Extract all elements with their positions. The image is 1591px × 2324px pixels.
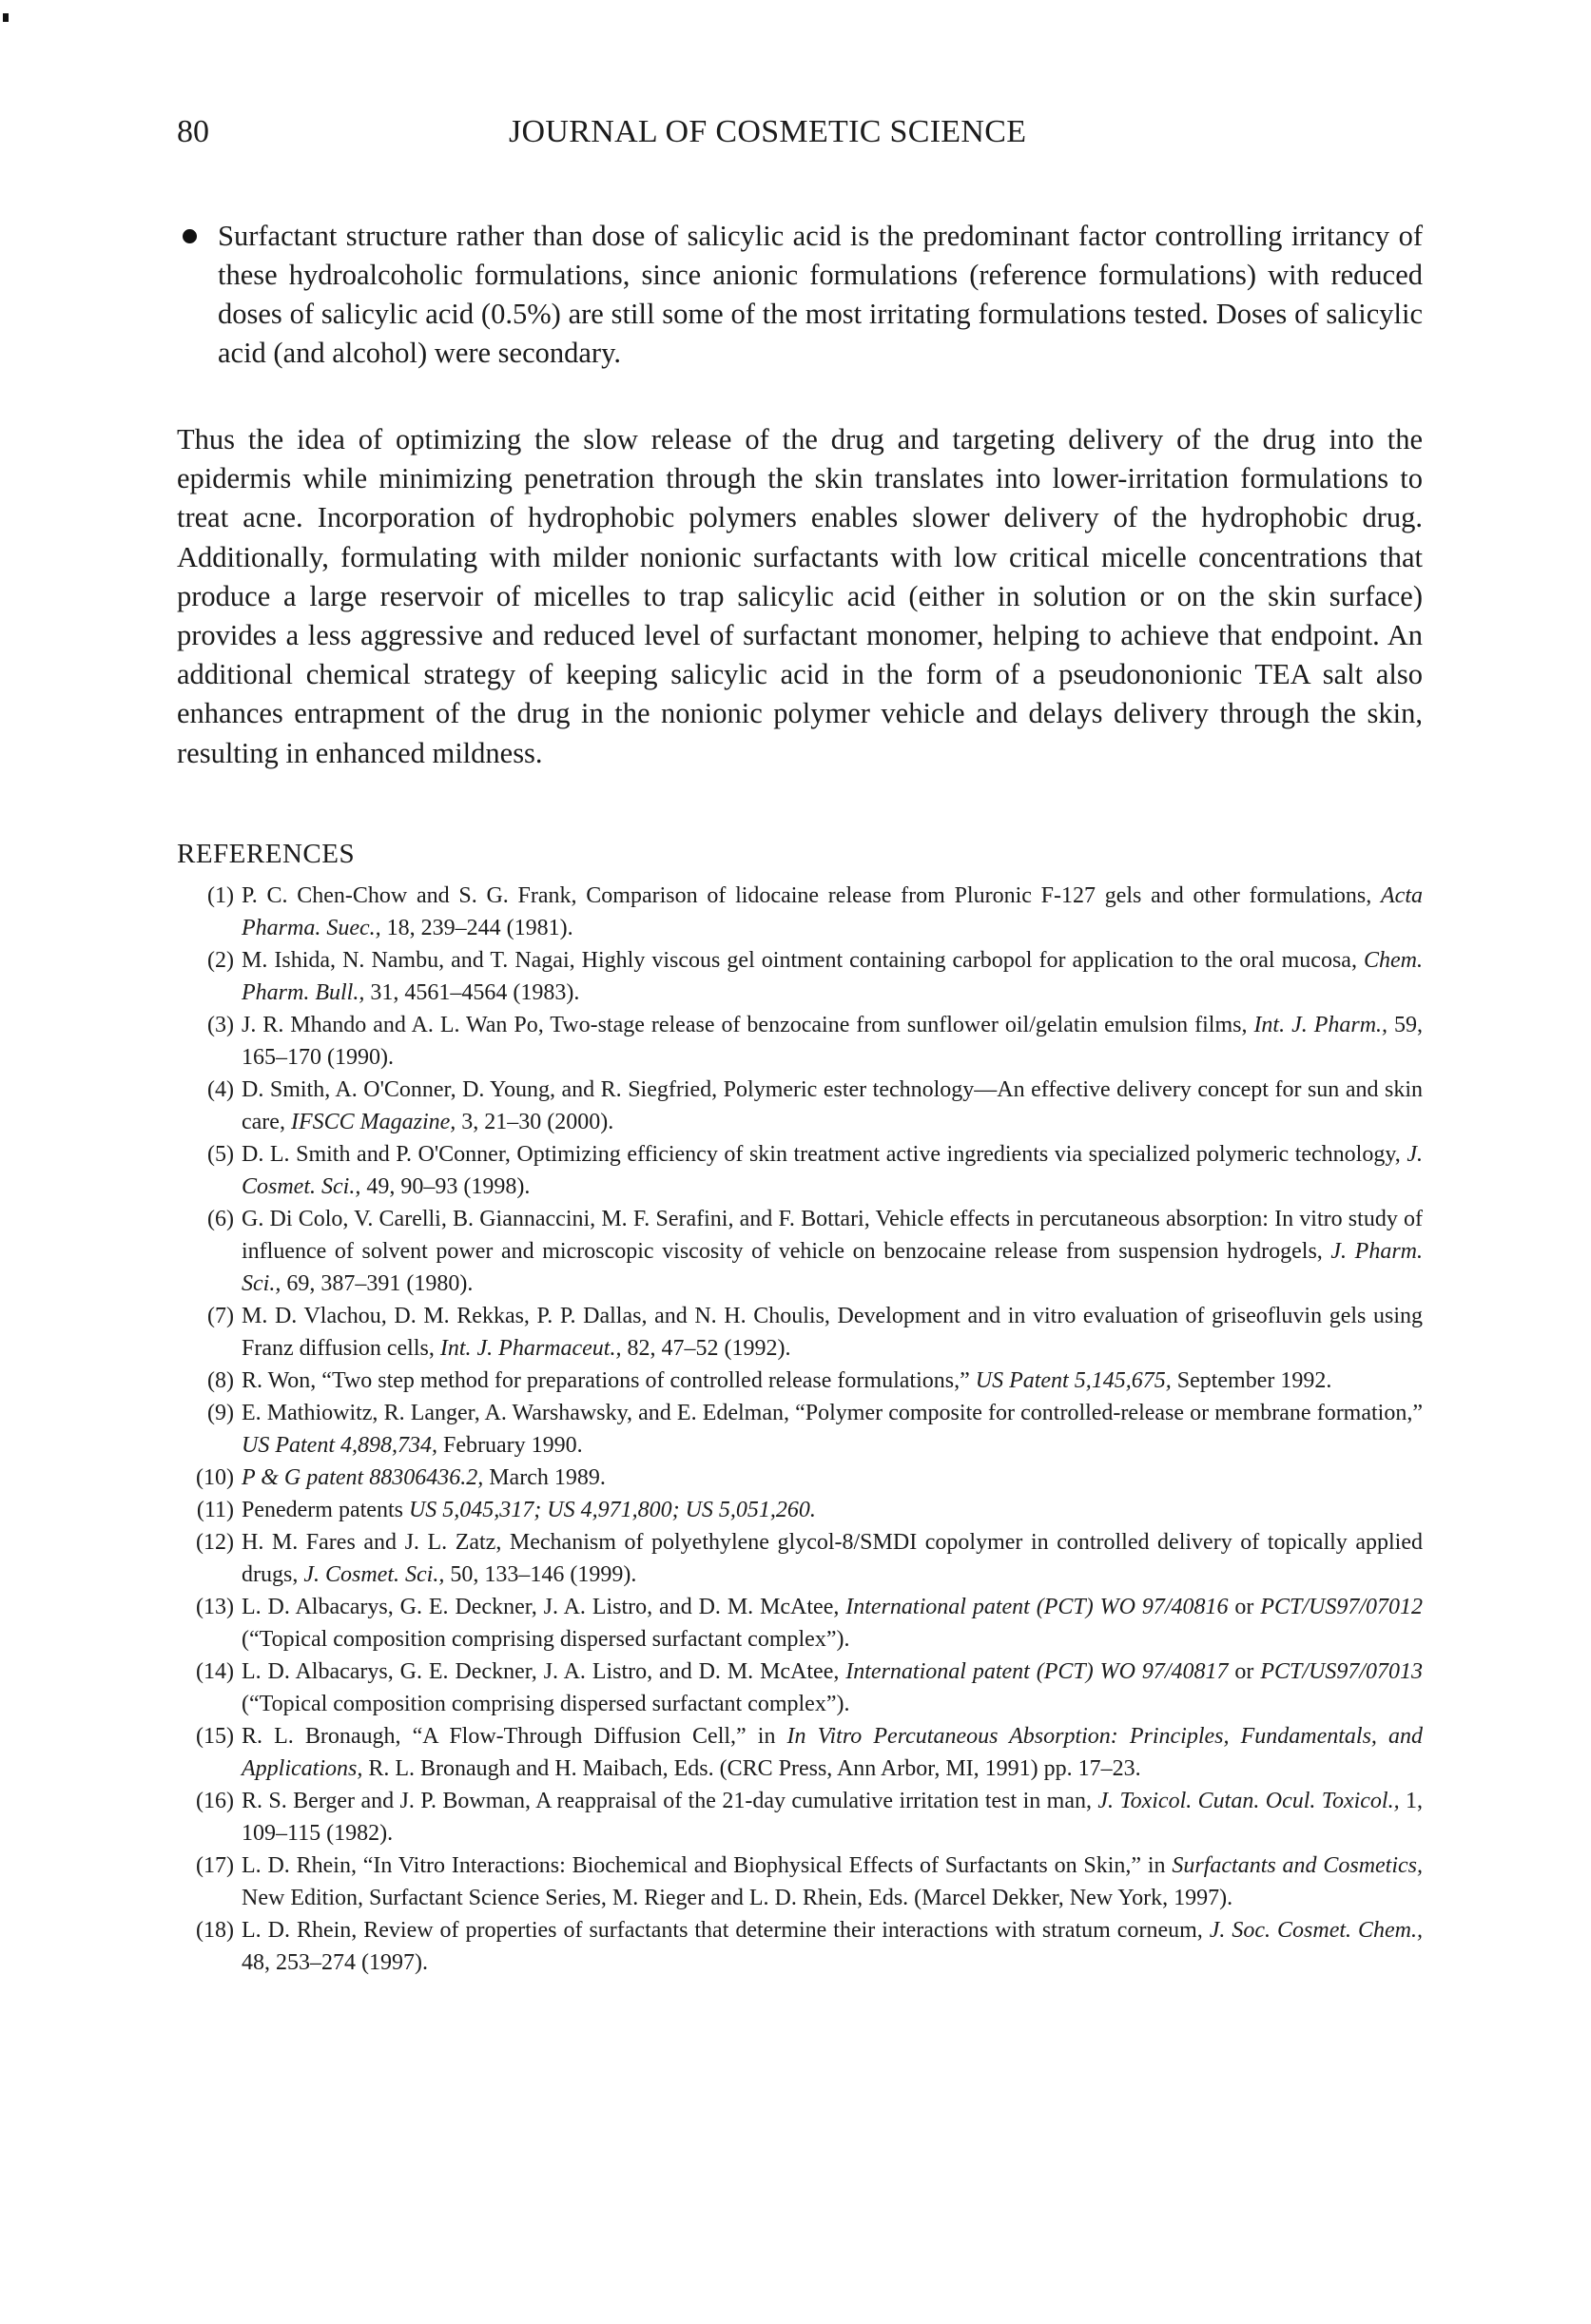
reference-text-segment: or	[1228, 1659, 1261, 1684]
reference-text-segment: L. D. Rhein, Review of properties of surfactants that determine their interactions with stratum corneum,	[242, 1918, 1210, 1943]
reference-source-italic: Int. J. Pharm.,	[1253, 1013, 1388, 1037]
reference-text-segment: L. D. Albacarys, G. E. Deckner, J. A. Listro, and D. M. McAtee,	[242, 1659, 846, 1684]
reference-text-segment: G. Di Colo, V. Carelli, B. Giannaccini, M. F. Serafini, and F. Bottari, Vehicle effects in percutaneous absorption: In vitro study of influence of solvent power and microscopic viscosity of vehicle on benzocaine release from suspension hydrogels,	[242, 1207, 1423, 1264]
reference-text	[242, 1013, 1423, 1070]
reference-text-segment: 3, 21–30 (2000).	[456, 1110, 614, 1134]
reference-text	[242, 1142, 1423, 1199]
reference-text-segment: 69, 387–391 (1980).	[281, 1271, 474, 1296]
reference-text-segment: February 1990.	[437, 1433, 583, 1458]
reference-source-italic: J. Cosmet. Sci.,	[303, 1562, 445, 1587]
reference-source-italic: P & G patent 88306436.2,	[242, 1465, 484, 1490]
reference-source-italic: Chem. Pharm. Bull.,	[242, 948, 1423, 1005]
reference-text-segment: R. L. Bronaugh, “A Flow-Through Diffusion Cell,” in	[242, 1724, 787, 1749]
reference-text-segment: R. S. Berger and J. P. Bowman, A reappraisal of the 21-day cumulative irritation test in man,	[242, 1789, 1098, 1813]
reference-text-segment: September 1992.	[1171, 1368, 1332, 1393]
reference-text	[242, 1401, 1423, 1458]
reference-text-segment: D. Smith, A. O'Conner, D. Young, and R. Siegfried, Polymeric ester technology—An effective delivery concept for sun and skin care,	[242, 1077, 1423, 1134]
reference-text-segment: New Edition, Surfactant Science Series, M. Rieger and L. D. Rhein, Eds. (Marcel Dekker, New York, 1997).	[242, 1886, 1233, 1910]
reference-text-segment: 50, 133–146 (1999).	[444, 1562, 637, 1587]
reference-item	[177, 1591, 1423, 1656]
reference-source-italic: J. Toxicol. Cutan. Ocul. Toxicol.,	[1097, 1789, 1400, 1813]
reference-text-segment: P. C. Chen-Chow and S. G. Frank, Comparison of lidocaine release from Pluronic F-127 gels and other formulations,	[242, 883, 1382, 908]
reference-text-segment: D. L. Smith and P. O'Conner, Optimizing efficiency of skin treatment active ingredients via specialized polymeric technology,	[242, 1142, 1407, 1167]
reference-text-segment: H. M. Fares and J. L. Zatz, Mechanism of polyethylene glycol-8/SMDI copolymer in controlled delivery of topically applied drugs,	[242, 1530, 1423, 1587]
reference-item	[177, 1914, 1423, 1979]
reference-number: (17)	[196, 1853, 234, 1878]
reference-source-italic: In Vitro Percutaneous Absorption: Principles, Fundamentals, and Applications,	[242, 1724, 1423, 1781]
reference-item	[177, 1720, 1423, 1785]
reference-item	[177, 944, 1423, 1009]
reference-item	[177, 1300, 1423, 1365]
reference-text-segment: Penederm patents	[242, 1498, 409, 1522]
reference-text-segment: L. D. Rhein, “In Vitro Interactions: Biochemical and Biophysical Effects of Surfactants on Skin,” in	[242, 1853, 1173, 1878]
reference-item	[177, 1009, 1423, 1074]
bullet-text: Surfactant structure rather than dose of salicylic acid is the predominant factor controlling irritancy of these hydroalcoholic formulations, since anionic formulations (reference formulations) with reduced doses of salicylic acid (0.5%) are still some of the most irritating formulations tested. Doses of salicylic acid (and alcohol) were secondary.	[218, 220, 1423, 369]
reference-text	[242, 1595, 1423, 1652]
reference-text	[242, 1659, 1423, 1716]
bullet-point	[177, 217, 1423, 373]
reference-text-segment: M. D. Vlachou, D. M. Rekkas, P. P. Dallas, and N. H. Choulis, Development and in vitro evaluation of griseofluvin gels using Franz diffusion cells,	[242, 1304, 1423, 1361]
reference-text	[242, 883, 1423, 940]
reference-text-segment: 1, 109–115 (1982).	[242, 1789, 1424, 1846]
reference-number: (8)	[207, 1368, 234, 1393]
reference-item	[177, 1526, 1423, 1591]
references-heading: REFERENCES	[177, 839, 356, 869]
reference-text-segment: R. Won, “Two step method for preparations of controlled release formulations,”	[242, 1368, 976, 1393]
reference-item	[177, 1494, 1423, 1526]
reference-item	[177, 1850, 1423, 1914]
reference-source-italic: PCT/US97/07013	[1260, 1659, 1423, 1684]
reference-text	[242, 1368, 1331, 1393]
reference-text-segment: 48, 253–274 (1997).	[242, 1950, 428, 1975]
reference-number: (18)	[196, 1918, 234, 1943]
reference-source-italic: J. Pharm. Sci.,	[242, 1239, 1423, 1296]
reference-text	[242, 1304, 1423, 1361]
running-head	[177, 112, 1423, 160]
reference-number: (2)	[207, 948, 234, 973]
reference-number: (1)	[207, 883, 234, 908]
reference-item	[177, 1074, 1423, 1138]
bullet-dot-icon	[183, 229, 197, 243]
references-list	[177, 880, 1423, 1979]
reference-number: (5)	[207, 1142, 234, 1167]
reference-text-segment: R. L. Bronaugh and H. Maibach, Eds. (CRC Press, Ann Arbor, MI, 1991) pp. 17–23.	[362, 1756, 1141, 1781]
reference-source-italic: US Patent 4,898,734,	[242, 1433, 437, 1458]
reference-source-italic: Int. J. Pharmaceut.,	[439, 1336, 622, 1361]
reference-text	[242, 1498, 816, 1522]
reference-text-segment: (“Topical composition comprising dispersed surfactant complex”).	[242, 1627, 850, 1652]
reference-text-segment: J. R. Mhando and A. L. Wan Po, Two-stage release of benzocaine from sunflower oil/gelatin emulsion films,	[242, 1013, 1254, 1037]
reference-source-italic: International patent (PCT) WO 97/40817	[845, 1659, 1229, 1684]
reference-number: (14)	[196, 1659, 234, 1684]
reference-text	[242, 948, 1423, 1005]
reference-item	[177, 880, 1423, 944]
reference-text	[242, 1530, 1423, 1587]
reference-number: (10)	[196, 1465, 234, 1490]
reference-item	[177, 1397, 1423, 1462]
reference-number: (4)	[207, 1077, 234, 1102]
page-number: 80	[177, 114, 209, 149]
reference-number: (15)	[196, 1724, 234, 1749]
reference-text	[242, 1853, 1423, 1910]
reference-number: (11)	[196, 1498, 234, 1522]
reference-text	[242, 1789, 1423, 1846]
reference-item	[177, 1138, 1423, 1203]
reference-source-italic: IFSCC Magazine,	[290, 1110, 456, 1134]
reference-item	[177, 1365, 1423, 1397]
body-paragraph: Thus the idea of optimizing the slow release of the drug and targeting delivery of the drug into the epidermis while minimizing penetration through the skin translates into lower-irritation formulations to treat acne. Incorporation of hydrophobic polymers enables slower delivery of the hydrophobic drug. Additionally, formulating with milder nonionic surfactants with low critical micelle concentrations that produce a large reservoir of micelles to trap salicylic acid (either in solution or on the skin surface) provides a less aggressive and reduced level of surfactant monomer, helping to achieve that endpoint. An additional chemical strategy of keeping salicylic acid in the form of a pseudononionic TEA salt also enhances entrapment of the drug in the nonionic polymer vehicle and delays delivery through the skin, resulting in enhanced mildness.	[177, 423, 1423, 769]
reference-number: (16)	[196, 1789, 234, 1813]
reference-source-italic: US Patent 5,145,675,	[975, 1368, 1172, 1393]
reference-text	[242, 1724, 1423, 1781]
reference-item	[177, 1203, 1423, 1300]
reference-source-italic: Surfactants and Cosmetics,	[1172, 1853, 1424, 1878]
reference-text	[242, 1465, 606, 1490]
reference-text-segment: L. D. Albacarys, G. E. Deckner, J. A. Listro, and D. M. McAtee,	[242, 1595, 846, 1619]
reference-text-segment: E. Mathiowitz, R. Langer, A. Warshawsky, and E. Edelman, “Polymer composite for controlled-release or membrane formation,”	[242, 1401, 1423, 1425]
reference-text	[242, 1207, 1423, 1296]
reference-text-segment: 59, 165–170 (1990).	[242, 1013, 1424, 1070]
reference-number: (6)	[207, 1207, 234, 1231]
reference-source-italic: PCT/US97/07012	[1260, 1595, 1423, 1619]
reference-number: (9)	[207, 1401, 234, 1425]
reference-source-italic: Acta Pharma. Suec.,	[242, 883, 1423, 940]
reference-source-italic: US 5,045,317; US 4,971,800; US 5,051,260.	[408, 1498, 816, 1522]
reference-source-italic: J. Cosmet. Sci.,	[242, 1142, 1423, 1199]
reference-text-segment: M. Ishida, N. Nambu, and T. Nagai, Highly viscous gel ointment containing carbopol for application to the oral mucosa,	[242, 948, 1364, 973]
reference-text	[242, 1918, 1423, 1975]
reference-item	[177, 1656, 1423, 1720]
reference-item	[177, 1785, 1423, 1850]
reference-number: (13)	[196, 1595, 234, 1619]
reference-text-segment: 31, 4561–4564 (1983).	[364, 980, 580, 1005]
journal-title: JOURNAL OF COSMETIC SCIENCE	[509, 114, 1027, 149]
reference-text-segment: or	[1228, 1595, 1261, 1619]
reference-item	[177, 1462, 1423, 1494]
reference-source-italic: J. Soc. Cosmet. Chem.,	[1209, 1918, 1424, 1943]
scan-corner-mark	[3, 13, 9, 22]
reference-text-segment: 18, 239–244 (1981).	[380, 916, 573, 940]
reference-text-segment: (“Topical composition comprising dispersed surfactant complex”).	[242, 1692, 850, 1716]
reference-number: (3)	[207, 1013, 234, 1037]
reference-source-italic: International patent (PCT) WO 97/40816	[845, 1595, 1229, 1619]
reference-number: (7)	[207, 1304, 234, 1328]
reference-number: (12)	[196, 1530, 234, 1555]
reference-text-segment: 82, 47–52 (1992).	[621, 1336, 791, 1361]
reference-text-segment: March 1989.	[483, 1465, 606, 1490]
reference-text-segment: 49, 90–93 (1998).	[360, 1174, 531, 1199]
reference-text	[242, 1077, 1423, 1134]
